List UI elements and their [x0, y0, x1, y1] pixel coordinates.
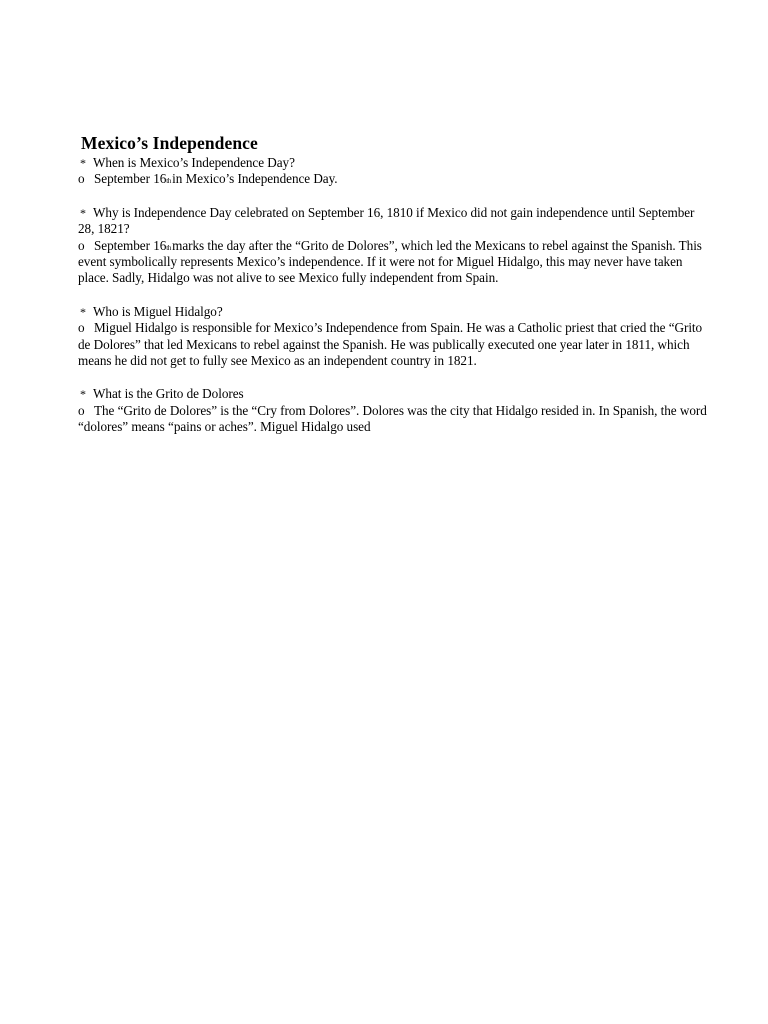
asterisk-bullet-icon: *: [80, 304, 86, 319]
ordinal-suffix: th: [166, 243, 172, 252]
qa-section: [78, 205, 708, 287]
asterisk-bullet-icon: *: [80, 156, 86, 170]
qa-section: [78, 386, 708, 435]
answer-text-continued: in Mexico’s Independence Day.: [172, 171, 338, 187]
answer-text-continued: marks the day after the “Grito de Dolores”, which led the Mexicans to rebel against the Spanish. This event symbolically represents Mexico’s independence. If it were not for Miguel Hidalgo, this may never have taken place. Sadly, Hidalgo was not alive to see Mexico fully independent from Spain.: [78, 237, 702, 286]
answer-text: Miguel Hidalgo is responsible for Mexico’s Independence from Spain. He was a Catholic priest that cried the “Grito de Dolores” that led Mexicans to rebel against the Spanish. He was publically executed one year later in 1811, which means he did not get to fully see Mexico as an independent country in 1821.: [78, 320, 703, 369]
question-text: Why is Independence Day celebrated on September 16, 1810 if Mexico did not gain independence until September 28, 1821?: [78, 204, 695, 237]
answer-line: [78, 403, 708, 436]
document-title: Mexico’s Independence: [81, 133, 258, 153]
question-line: [78, 386, 708, 402]
question-text: Who is Miguel Hidalgo?: [93, 303, 223, 319]
circle-bullet-icon: o: [78, 171, 85, 187]
answer-text: September 16: [94, 171, 167, 187]
asterisk-bullet-icon: *: [80, 205, 86, 220]
question-text: What is the Grito de Dolores: [93, 386, 244, 402]
circle-bullet-icon: o: [78, 237, 85, 253]
answer-line: [78, 171, 708, 187]
asterisk-bullet-icon: *: [80, 387, 86, 402]
question-line: [78, 155, 708, 171]
answer-text: September 16: [94, 237, 167, 253]
qa-section: [78, 304, 708, 370]
qa-section: [78, 155, 708, 188]
circle-bullet-icon: o: [78, 320, 85, 336]
answer-line: [78, 320, 708, 369]
circle-bullet-icon: o: [78, 402, 85, 418]
question-line: [78, 304, 708, 320]
ordinal-suffix: th: [166, 177, 172, 186]
document-page: [78, 132, 708, 453]
answer-line: [78, 238, 708, 287]
question-text: When is Mexico’s Independence Day?: [93, 155, 295, 170]
question-line: [78, 205, 708, 238]
answer-text: The “Grito de Dolores” is the “Cry from Dolores”. Dolores was the city that Hidalgo resided in. In Spanish, the word “dolores” means “pains or aches”. Miguel Hidalgo used: [78, 402, 707, 435]
